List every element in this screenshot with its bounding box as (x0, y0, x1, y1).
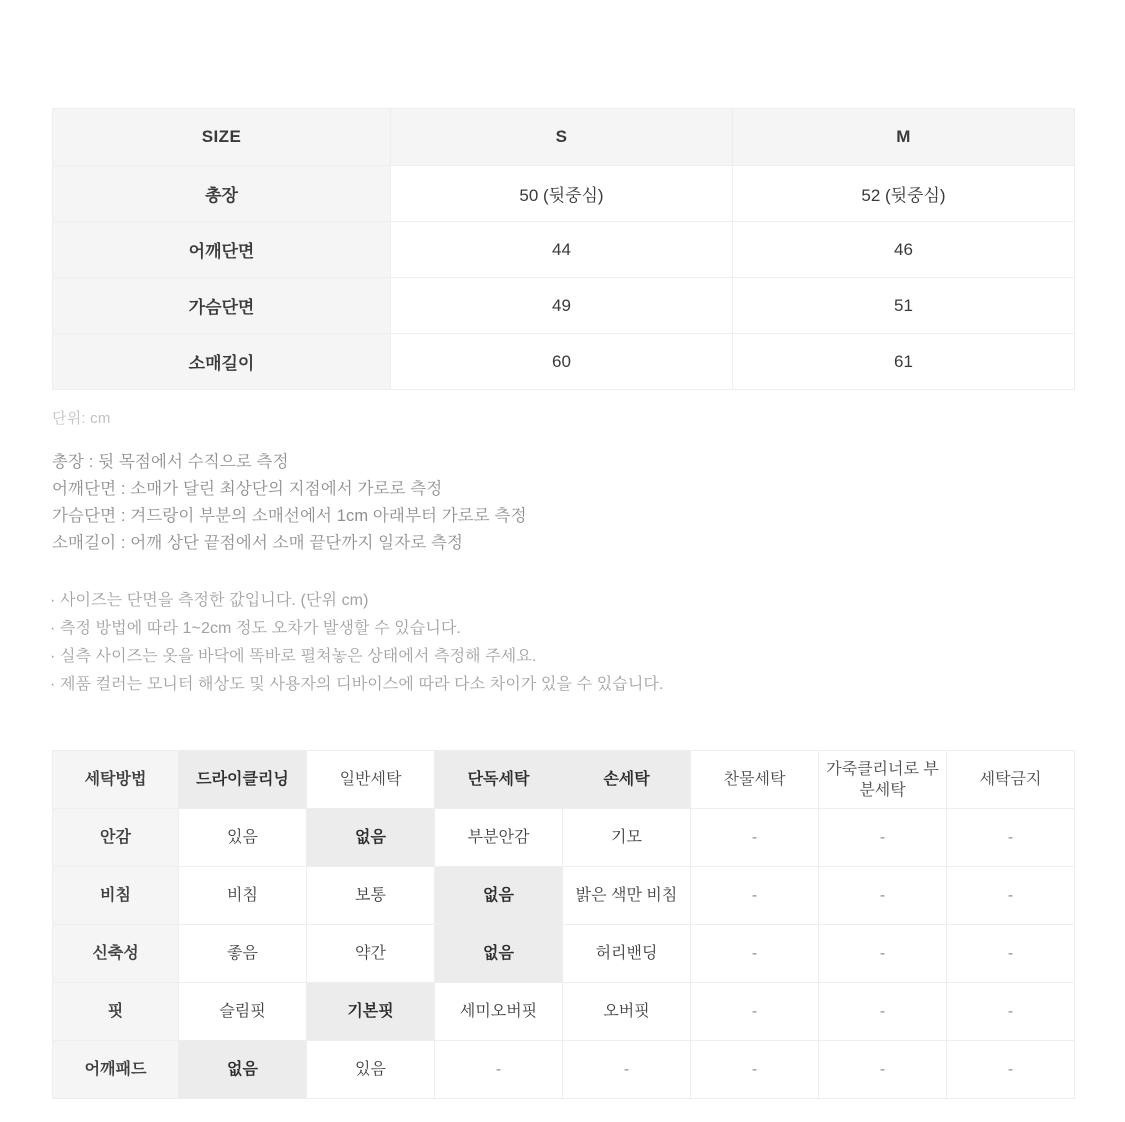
measurement-descriptions (52, 449, 527, 557)
care-cell-sheerness-2[interactable]: 보통 (307, 867, 435, 925)
table-row (53, 278, 1075, 334)
size-chart-header (53, 109, 1075, 166)
size-cell-sleeve-s: 60 (391, 334, 733, 390)
care-chart-header (53, 751, 1075, 809)
size-header-size: SIZE (53, 109, 391, 166)
care-header-normal-wash[interactable]: 일반세탁 (307, 751, 435, 809)
size-cell-sleeve-m: 61 (733, 334, 1075, 390)
care-chart-body (53, 809, 1075, 1099)
size-cell-chest-s: 49 (391, 278, 733, 334)
care-cell-elasticity-7: - (947, 925, 1075, 983)
care-cell-fit-4[interactable]: 오버핏 (563, 983, 691, 1041)
care-cell-fit-3[interactable]: 세미오버핏 (435, 983, 563, 1041)
care-cell-elasticity-5: - (691, 925, 819, 983)
care-cell-sheerness-3[interactable]: 없음 (435, 867, 563, 925)
measure-desc-shoulder: 어깨단면 : 소매가 달린 최상단의 지점에서 가로로 측정 (52, 480, 443, 498)
care-header-dry-clean[interactable]: 드라이클리닝 (179, 751, 307, 809)
care-cell-fit-5: - (691, 983, 819, 1041)
care-header-separate-wash[interactable]: 단독세탁 (435, 751, 563, 809)
care-cell-sheerness-7: - (947, 867, 1075, 925)
size-header-s: S (391, 109, 733, 166)
size-cell-total-length-m: 52 (뒷중심) (733, 166, 1075, 222)
size-row-label-total-length: 총장 (53, 166, 391, 222)
size-cell-chest-m: 51 (733, 278, 1075, 334)
care-cell-fit-1[interactable]: 슬림핏 (179, 983, 307, 1041)
care-cell-lining-2[interactable]: 없음 (307, 809, 435, 867)
measure-desc-sleeve: 소매길이 : 어깨 상단 끝점에서 소매 끝단까지 일자로 측정 (52, 534, 464, 552)
care-header-leather-spot[interactable]: 가죽클리너로 부분세탁 (819, 751, 947, 809)
size-row-label-chest: 가슴단면 (53, 278, 391, 334)
note-item-1: · 사이즈는 단면을 측정한 값입니다. (단위 cm) (50, 592, 369, 609)
size-cell-shoulder-s: 44 (391, 222, 733, 278)
care-cell-elasticity-4[interactable]: 허리밴딩 (563, 925, 691, 983)
table-row (53, 222, 1075, 278)
size-chart-table (52, 108, 1075, 390)
size-row-label-shoulder: 어깨단면 (53, 222, 391, 278)
care-header-no-wash[interactable]: 세탁금지 (947, 751, 1075, 809)
care-cell-shoulder-pad-3: - (435, 1041, 563, 1099)
care-header-hand-wash[interactable]: 손세탁 (563, 751, 691, 809)
care-cell-shoulder-pad-5: - (691, 1041, 819, 1099)
care-row-label-elasticity: 신축성 (53, 925, 179, 983)
care-cell-elasticity-1[interactable]: 좋음 (179, 925, 307, 983)
care-header-method: 세탁방법 (53, 751, 179, 809)
size-row-label-sleeve: 소매길이 (53, 334, 391, 390)
care-cell-elasticity-2[interactable]: 약간 (307, 925, 435, 983)
size-cell-shoulder-m: 46 (733, 222, 1075, 278)
care-cell-shoulder-pad-4: - (563, 1041, 691, 1099)
care-cell-lining-5: - (691, 809, 819, 867)
care-cell-shoulder-pad-7: - (947, 1041, 1075, 1099)
care-cell-fit-2[interactable]: 기본핏 (307, 983, 435, 1041)
size-chart-container (52, 108, 1074, 390)
care-cell-fit-7: - (947, 983, 1075, 1041)
care-header-cold-wash[interactable]: 찬물세탁 (691, 751, 819, 809)
care-cell-shoulder-pad-2[interactable]: 있음 (307, 1041, 435, 1099)
care-cell-lining-3[interactable]: 부분안감 (435, 809, 563, 867)
disclaimer-notes (50, 587, 664, 699)
care-cell-shoulder-pad-1[interactable]: 없음 (179, 1041, 307, 1099)
care-cell-shoulder-pad-6: - (819, 1041, 947, 1099)
care-row-label-lining: 안감 (53, 809, 179, 867)
table-row (53, 809, 1075, 867)
care-cell-sheerness-5: - (691, 867, 819, 925)
note-item-4: · 제품 컬러는 모니터 해상도 및 사용자의 디바이스에 따라 다소 차이가 있을 수 있습니다. (50, 676, 664, 693)
care-cell-lining-7: - (947, 809, 1075, 867)
table-row (53, 867, 1075, 925)
care-cell-sheerness-1[interactable]: 비침 (179, 867, 307, 925)
care-cell-elasticity-3[interactable]: 없음 (435, 925, 563, 983)
care-row-label-sheerness: 비침 (53, 867, 179, 925)
care-cell-lining-1[interactable]: 있음 (179, 809, 307, 867)
care-cell-sheerness-4[interactable]: 밝은 색만 비침 (563, 867, 691, 925)
care-chart-header-row (53, 751, 1075, 809)
measure-desc-total-length: 총장 : 뒷 목점에서 수직으로 측정 (52, 453, 289, 471)
care-chart-container (52, 750, 1074, 1099)
size-cell-total-length-s: 50 (뒷중심) (391, 166, 733, 222)
measure-desc-chest: 가슴단면 : 겨드랑이 부분의 소매선에서 1cm 아래부터 가로로 측정 (52, 507, 527, 525)
table-row (53, 334, 1075, 390)
table-row (53, 983, 1075, 1041)
care-cell-sheerness-6: - (819, 867, 947, 925)
care-cell-fit-6: - (819, 983, 947, 1041)
care-cell-elasticity-6: - (819, 925, 947, 983)
note-item-3: · 실측 사이즈는 옷을 바닥에 똑바로 펼쳐놓은 상태에서 측정해 주세요. (50, 648, 537, 665)
table-row (53, 925, 1075, 983)
table-row (53, 1041, 1075, 1099)
table-row (53, 166, 1075, 222)
care-row-label-fit: 핏 (53, 983, 179, 1041)
care-chart-table (52, 750, 1075, 1099)
unit-note: 단위: cm (52, 410, 111, 427)
size-chart-body (53, 166, 1075, 390)
size-chart-header-row (53, 109, 1075, 166)
care-cell-lining-6: - (819, 809, 947, 867)
note-item-2: · 측정 방법에 따라 1~2cm 정도 오차가 발생할 수 있습니다. (50, 620, 461, 637)
care-row-label-shoulder-pad: 어깨패드 (53, 1041, 179, 1099)
care-cell-lining-4[interactable]: 기모 (563, 809, 691, 867)
size-header-m: M (733, 109, 1075, 166)
